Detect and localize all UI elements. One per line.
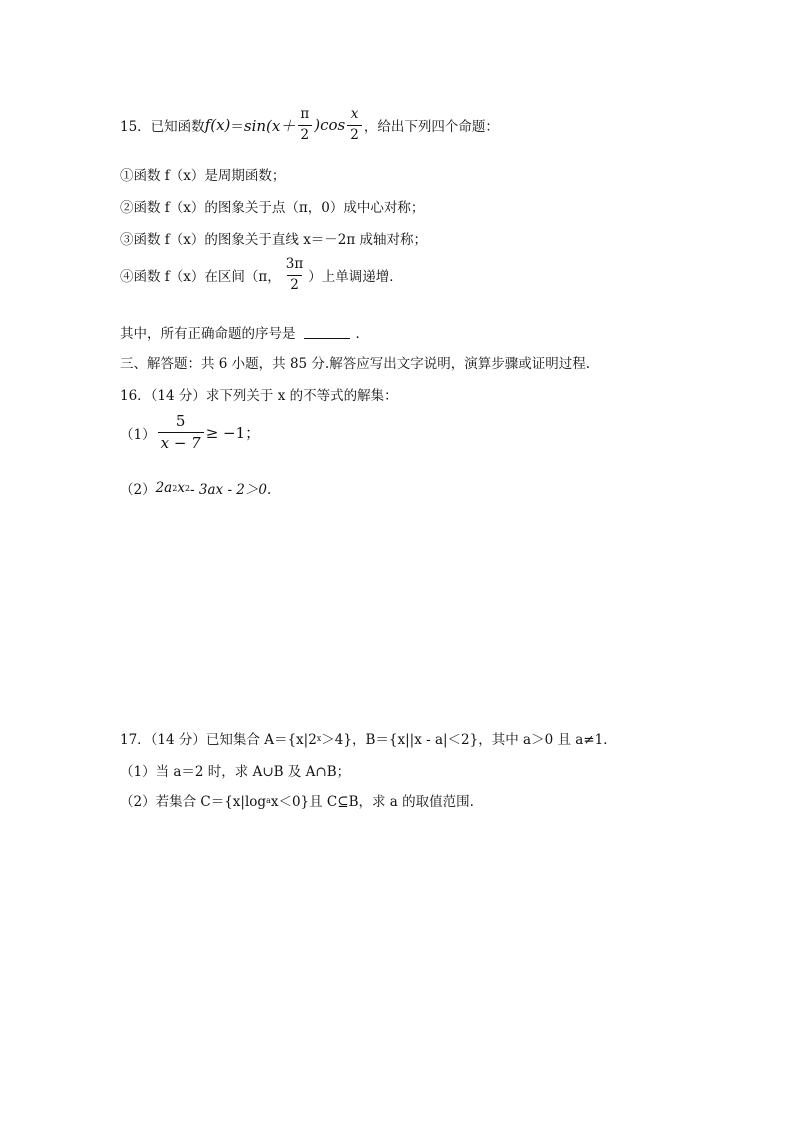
q17-p2-sub: a xyxy=(266,795,271,805)
q15-statement xyxy=(120,108,499,142)
q16-part1 xyxy=(120,414,260,451)
q17-t1: 17．（14 分）已知集合 A＝{x|2 xyxy=(120,732,317,748)
q15-prop4 xyxy=(120,258,403,292)
q16-p2-sq2: 2 xyxy=(184,483,191,493)
q15-prop3: ③函数 f（x）的图象关于直线 x＝－2π 成轴对称； xyxy=(120,232,428,248)
q15-fx: f(x) xyxy=(204,116,231,134)
q15-prefix: 15．已知函数 xyxy=(120,119,205,135)
q16-p1-rhs: ≥ −1； xyxy=(205,424,261,442)
q15-eq: ＝ xyxy=(230,119,244,135)
q17-p2-pre: （2）若集合 C＝{x|log xyxy=(120,794,267,810)
q15-prop4-post: ）上单调递增． xyxy=(308,269,403,285)
q15-frac2-num: x xyxy=(350,106,359,122)
q15-prop4-pre: ④函数 f（x）在区间（π， xyxy=(120,269,281,285)
q17-t2: ＞4}，B＝{x||x - a|＜2}，其中 a＞0 且 a≠1． xyxy=(321,732,617,748)
q15-prop1: ①函数 f（x）是周期函数； xyxy=(120,168,286,184)
q15-question xyxy=(120,322,369,342)
q16-p2-x: x xyxy=(177,480,185,496)
q15-prop2: ②函数 f（x）的图象关于点（π，0）成中心对称； xyxy=(120,200,425,216)
q16-p2-label: （2） xyxy=(120,482,156,498)
q17-title xyxy=(120,728,617,748)
q16-part2 xyxy=(120,478,271,498)
q16-p1-num: 5 xyxy=(175,412,186,430)
q17-part1: （1）当 a＝2 时，求 A∪B 及 A∩B； xyxy=(120,764,351,780)
q15-prop4-frac xyxy=(283,258,306,292)
q15-frac-x-2 xyxy=(347,108,362,142)
answer-blank[interactable] xyxy=(304,326,350,339)
q16-p1-den: x − 7 xyxy=(158,432,204,451)
q15-frac-num: π xyxy=(300,106,310,122)
q15-cos: )cos xyxy=(314,116,346,134)
q16-p2-sq1: 2 xyxy=(172,483,178,493)
section-3-heading: 三、解答题：共 6 小题，共 85 分.解答应写出文字说明，演算步骤或证明过程. xyxy=(120,356,591,372)
q15-frac-den: 2 xyxy=(298,125,313,143)
q15-frac-pi-2 xyxy=(297,108,312,142)
q17-part2 xyxy=(120,790,474,810)
q17-t1-sup: x xyxy=(316,733,322,743)
q15-suffix: ，给出下列四个命题： xyxy=(363,119,499,135)
q16-p1-label: （1） xyxy=(120,426,156,443)
q15-ask-post: ． xyxy=(355,326,369,342)
q16-p2-a: 2a xyxy=(155,480,173,496)
q15-ask-pre: 其中，所有正确命题的序号是 xyxy=(120,326,296,342)
q15-prop4-num: 3π xyxy=(285,256,304,272)
q15-frac2-den: 2 xyxy=(347,125,362,143)
q16-p2-rest: - 3ax - 2＞0. xyxy=(190,482,272,498)
q17-p2-post: x＜0}且 C⊆B，求 a 的取值范围. xyxy=(270,794,474,810)
q16-title: 16．（14 分）求下列关于 x 的不等式的解集： xyxy=(120,388,398,404)
q15-sin: sin(x＋ xyxy=(243,116,296,135)
q15-prop4-den: 2 xyxy=(287,275,302,293)
q16-p1-frac xyxy=(158,414,204,451)
